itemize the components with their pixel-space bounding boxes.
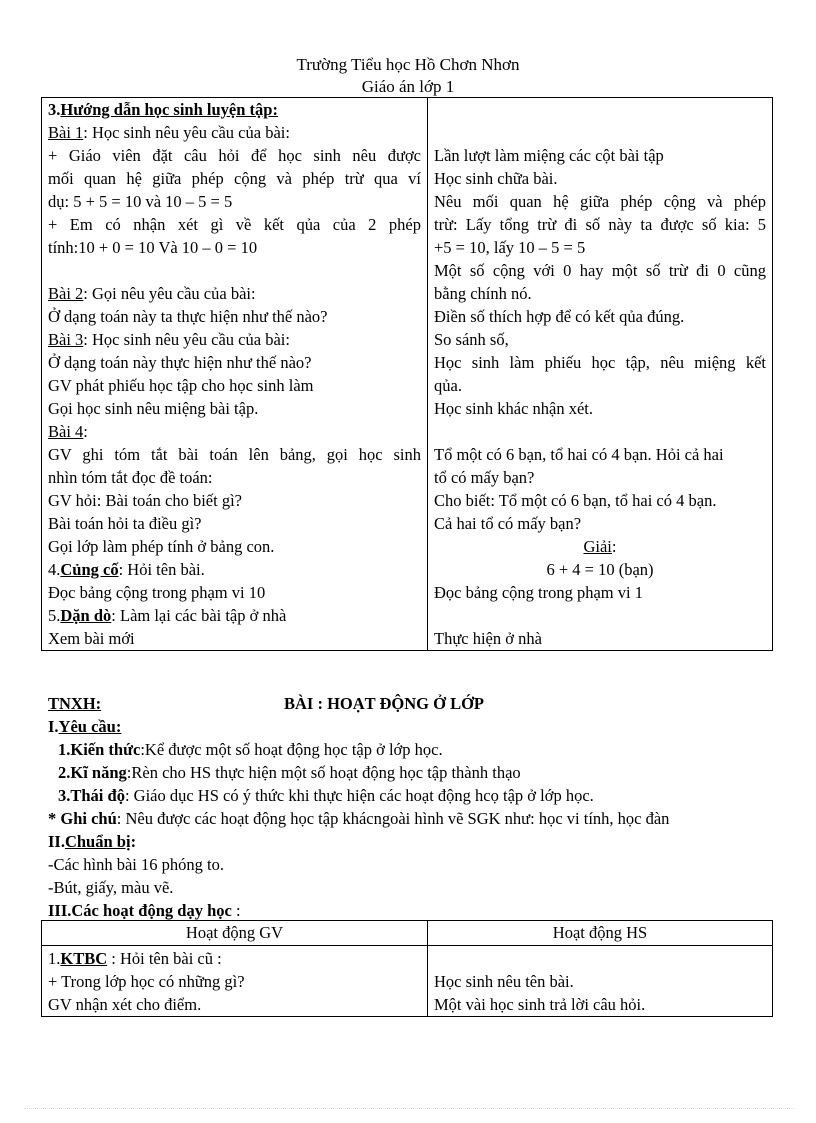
header-teacher: Hoạt động GV xyxy=(42,921,428,946)
solution-calculation: 6 + 4 = 10 (bạn) xyxy=(546,560,654,579)
student-line: Lần lượt làm miệng các cột bài tập xyxy=(434,146,664,165)
teacher-line: + Trong lớp học có những gì? xyxy=(48,972,245,991)
bai-4-heading: Bài 4: xyxy=(48,422,88,441)
student-cell xyxy=(428,946,773,1017)
student-line: So sánh số, xyxy=(434,330,509,349)
attitude-line: 3.Thái độ: Giáo dục HS có ý thức khi thực hiện các hoạt động hcọ tập ở lớp học. xyxy=(58,786,594,805)
teacher-line: GV nhận xét cho điểm. xyxy=(48,995,202,1014)
skill-line: 2.Kĩ năng:Rèn cho HS thực hiện một số hoạt động học tập thành thạo xyxy=(58,763,521,782)
student-activities-cell xyxy=(428,98,773,651)
note-line: * Ghi chú: Nêu được các hoạt động học tập khácngoài hình vẽ SGK như: học vi tính, học đàn xyxy=(48,809,670,828)
bai-1-line: dụ: 5 + 5 = 10 và 10 – 5 = 5 xyxy=(48,192,233,211)
student-line: Học sinh chữa bài. xyxy=(434,169,558,188)
activities-table xyxy=(41,920,773,1017)
lesson-title: BÀI : HOẠT ĐỘNG Ở LỚP xyxy=(284,694,485,713)
section-5-line: Xem bài mới xyxy=(48,629,135,648)
page-footer-rule xyxy=(24,1108,794,1109)
student-line: tổ có mấy bạn? xyxy=(434,468,535,487)
bai-4-line: nhìn tóm tắt đọc đề toán: xyxy=(48,468,213,487)
school-header: Trường Tiểu học Hồ Chơn Nhơn xyxy=(296,55,520,74)
student-line: Cả hai tổ có mấy bạn? xyxy=(434,514,582,533)
section-4-line: Đọc bảng cộng trong phạm vi 10 xyxy=(48,583,266,602)
student-line: bằng chính nó. xyxy=(434,284,532,303)
student-line: Học sinh làm phiếu học tập, nêu miệng kết xyxy=(434,353,766,372)
section-1-heading: I.Yêu cầu: xyxy=(48,717,122,736)
student-line: Điền số thích hợp để có kết qủa đúng. xyxy=(434,307,685,326)
bai-4-line: Gọi lớp làm phép tính ở bảng con. xyxy=(48,537,275,556)
section-5-heading: 5.Dặn dò: Làm lại các bài tập ở nhà xyxy=(48,606,287,625)
bai-1-line: + Em có nhận xét gì về kết qủa của 2 phép xyxy=(48,215,421,234)
bai-2-question: Ở dạng toán này ta thực hiện như thế nào? xyxy=(48,307,328,326)
ktbc-heading: 1.KTBC : Hỏi tên bài cũ : xyxy=(48,949,222,968)
student-line: trừ: Lấy tổng trừ đi số này ta được số kia: 5 xyxy=(434,215,766,234)
bai-4-line: Bài toán hỏi ta điều gì? xyxy=(48,514,202,533)
teacher-activities-cell xyxy=(42,98,428,651)
student-line: Học sinh nêu tên bài. xyxy=(434,972,574,991)
student-line: Một vài học sinh trả lời câu hỏi. xyxy=(434,995,646,1014)
bai-1-line: tính:10 + 0 = 10 Và 10 – 0 = 10 xyxy=(48,238,258,257)
bai-4-line: GV hỏi: Bài toán cho biết gì? xyxy=(48,491,242,510)
student-line: +5 = 10, lấy 10 – 5 = 5 xyxy=(434,238,586,257)
bai-3-line: GV phát phiếu học tập cho học sinh làm xyxy=(48,376,314,395)
bai-3-line: Ở dạng toán này thực hiện như thế nào? xyxy=(48,353,312,372)
bai-4-line: GV ghi tóm tắt bài toán lên bảng, gọi học sinh xyxy=(48,445,421,464)
solution-label: Giải: xyxy=(583,537,617,556)
section-2-heading: II.Chuẩn bị: xyxy=(48,832,137,851)
section-4-heading: 4.Củng cố: Hỏi tên bài. xyxy=(48,560,205,579)
bai-1-heading: Bài 1: Học sinh nêu yêu cầu của bài: xyxy=(48,123,290,142)
teacher-cell xyxy=(42,946,428,1017)
student-line: qủa. xyxy=(434,376,462,395)
prep-item: -Các hình bài 16 phóng to. xyxy=(48,855,224,874)
subject-label: TNXH: xyxy=(48,694,102,713)
bai-3-line: Gọi học sinh nêu miệng bài tập. xyxy=(48,399,259,418)
student-line: Nêu mối quan hệ giữa phép cộng và phép xyxy=(434,192,766,211)
knowledge-line: 1.Kiến thức:Kể được một số hoạt động học tập ở lớp học. xyxy=(58,740,443,759)
section-3-heading: 3.Hướng dẫn học sinh luyện tập: xyxy=(48,100,278,119)
student-line: Đọc bảng cộng trong phạm vi 1 xyxy=(434,583,643,602)
bai-3-heading: Bài 3: Học sinh nêu yêu cầu của bài: xyxy=(48,330,290,349)
student-line: Tổ một có 6 bạn, tổ hai có 4 bạn. Hỏi cả hai xyxy=(434,445,724,464)
header-student: Hoạt động HS xyxy=(428,921,773,946)
student-line: Học sinh khác nhận xét. xyxy=(434,399,593,418)
lesson-activities-table xyxy=(41,97,773,651)
student-line: Một số cộng với 0 hay một số trừ đi 0 cũng xyxy=(434,261,766,280)
student-line: Cho biết: Tổ một có 6 bạn, tổ hai có 4 bạn. xyxy=(434,491,717,510)
prep-item: -Bút, giấy, màu vẽ. xyxy=(48,878,174,897)
bai-1-line: mối quan hệ giữa phép cộng và phép trừ qua ví xyxy=(48,169,421,188)
page-subtitle: Giáo án lớp 1 xyxy=(361,77,455,96)
tnxh-lesson-section xyxy=(48,692,772,922)
section-3-heading: III.Các hoạt động dạy học : xyxy=(48,901,241,920)
student-line: Thực hiện ở nhà xyxy=(434,629,542,648)
bai-2-heading: Bài 2: Gọi nêu yêu cầu của bài: xyxy=(48,284,256,303)
bai-1-line: + Giáo viên đặt câu hỏi để học sinh nêu được xyxy=(48,146,421,165)
